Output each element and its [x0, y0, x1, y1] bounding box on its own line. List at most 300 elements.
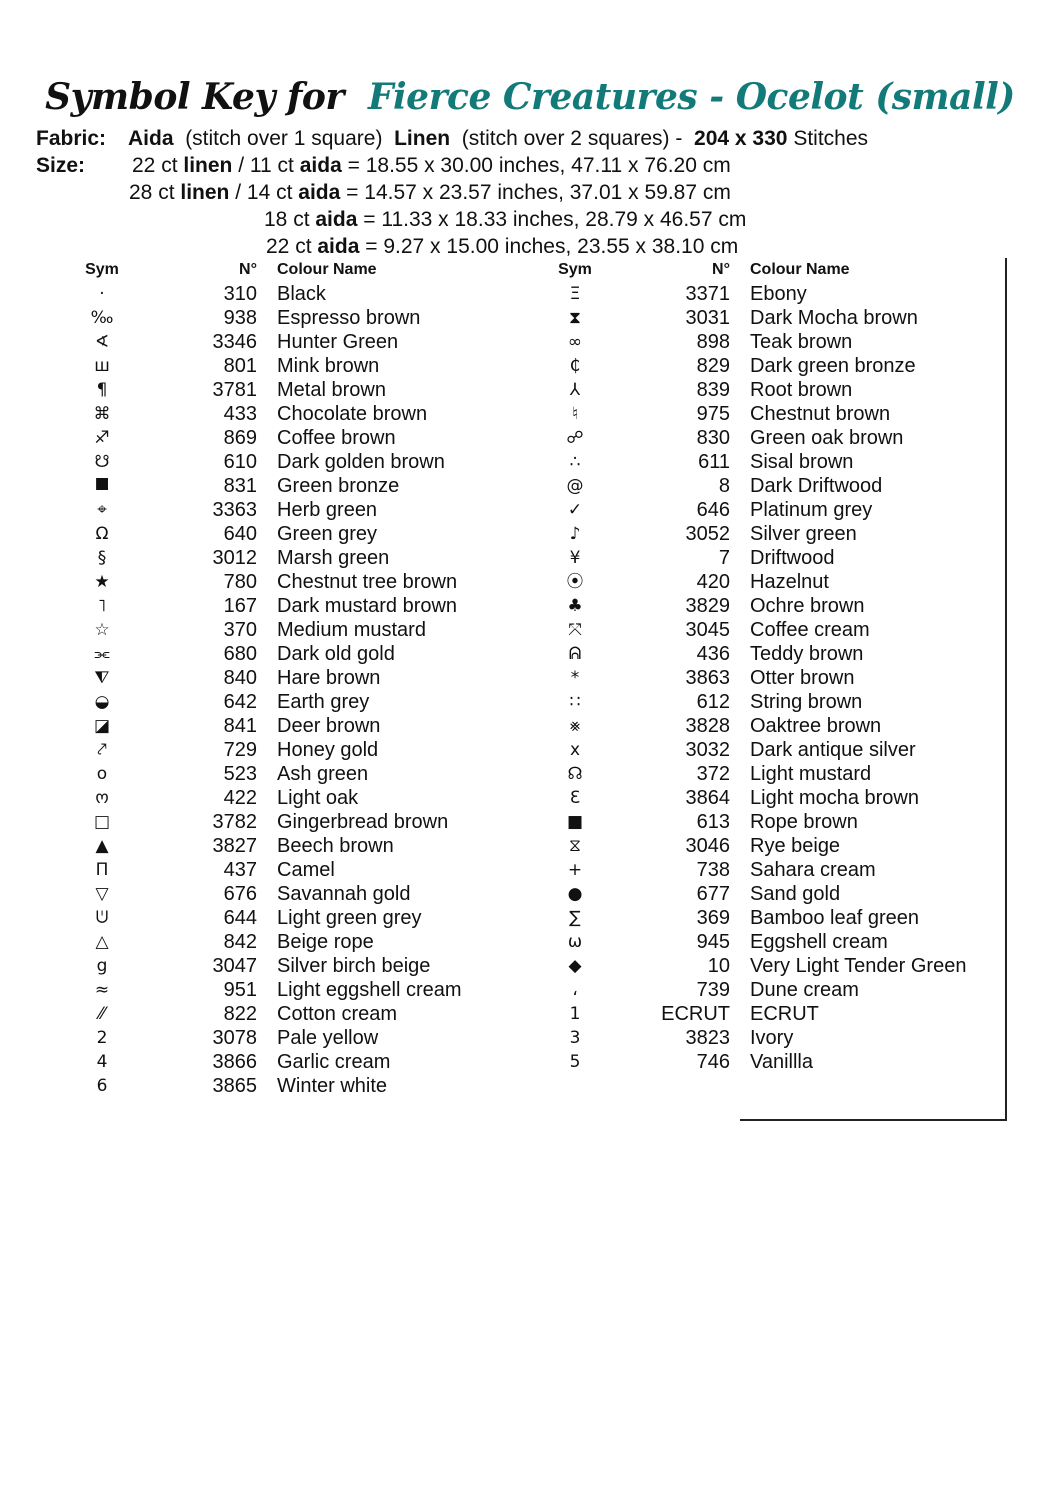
table-row	[555, 1026, 1015, 1050]
colour-name: String brown	[750, 691, 863, 713]
thread-number: 746	[696, 1051, 730, 1073]
symbol-icon: ∑	[569, 908, 581, 928]
table-row	[555, 282, 1015, 306]
colour-name: Sand gold	[750, 883, 841, 905]
thread-number: 822	[223, 1003, 257, 1025]
symbol-icon: ▲	[95, 836, 109, 856]
colour-name: Garlic cream	[277, 1051, 391, 1073]
thread-number: 830	[696, 427, 730, 449]
colour-name: Dark antique silver	[750, 739, 916, 761]
symbol-icon: ◒	[94, 692, 110, 712]
thread-number: 523	[223, 763, 257, 785]
colour-name: Silver green	[750, 523, 857, 545]
symbol-icon: ▽	[95, 884, 109, 904]
colour-name: Deer brown	[277, 715, 381, 737]
symbol-icon: Ω	[95, 524, 109, 544]
thread-number: 680	[223, 643, 257, 665]
table-row	[82, 930, 522, 954]
table-row	[555, 954, 1015, 978]
symbol-icon: ‰	[90, 308, 114, 328]
thread-number: 646	[696, 499, 730, 521]
table-row	[82, 690, 522, 714]
thread-number: 3047	[212, 955, 257, 977]
thread-number: 436	[696, 643, 730, 665]
symbol-icon: x	[569, 740, 581, 760]
thread-number: 839	[696, 379, 730, 401]
table-row	[555, 810, 1015, 834]
colour-name: Rye beige	[750, 835, 841, 857]
symbol-icon: @	[566, 476, 584, 496]
header-name: Colour Name	[750, 261, 850, 278]
colour-name: Dark Driftwood	[750, 475, 883, 497]
table-row	[555, 330, 1015, 354]
colour-name: ECRUT	[750, 1003, 819, 1025]
table-row	[555, 426, 1015, 450]
table-row	[555, 522, 1015, 546]
symbol-icon: ⁄⁄	[99, 1004, 105, 1024]
table-row	[555, 834, 1015, 858]
size-line-4	[266, 233, 738, 260]
thread-number: 898	[696, 331, 730, 353]
colour-name: Driftwood	[750, 547, 835, 569]
table-row	[82, 378, 522, 402]
table-row	[555, 546, 1015, 570]
table-row	[555, 1050, 1015, 1074]
symbol-icon: 5	[569, 1052, 581, 1072]
colour-name: Ash green	[277, 763, 369, 785]
table-row	[82, 906, 522, 930]
fabric-linen-note: (stitch over 2 squares) -	[461, 127, 683, 150]
thread-number: 3781	[212, 379, 257, 401]
symbol-icon: o	[96, 764, 108, 784]
size-label: Size:	[36, 154, 86, 177]
colour-name: Dark Mocha brown	[750, 307, 918, 329]
header-sym: Sym	[85, 261, 119, 278]
table-row	[555, 690, 1015, 714]
table-row	[82, 426, 522, 450]
symbol-icon: ₵	[569, 356, 581, 376]
table-row	[82, 834, 522, 858]
table-row	[555, 978, 1015, 1002]
colour-name: Honey gold	[277, 739, 379, 761]
thread-number: 3363	[212, 499, 257, 521]
size-aida: aida	[317, 235, 360, 258]
colour-name: Herb green	[277, 499, 378, 521]
thread-number: 945	[696, 931, 730, 953]
thread-number: 829	[696, 355, 730, 377]
table-header	[82, 258, 522, 282]
thread-number: 951	[223, 979, 257, 1001]
thread-number: 613	[696, 811, 730, 833]
colour-name: Green oak brown	[750, 427, 904, 449]
table-row	[82, 666, 522, 690]
colour-name: Coffee brown	[277, 427, 396, 449]
pattern-name: Fierce Creatures - Ocelot (small)	[367, 76, 1015, 118]
thread-number: 677	[696, 883, 730, 905]
colour-name: Sahara cream	[750, 859, 876, 881]
colour-name: Pale yellow	[277, 1027, 379, 1049]
table-row	[82, 642, 522, 666]
colour-name: Beige rope	[277, 931, 374, 953]
table-row	[82, 498, 522, 522]
thread-number: 831	[223, 475, 257, 497]
table-row	[82, 786, 522, 810]
colour-name: Black	[277, 283, 326, 305]
colour-name: Light oak	[277, 787, 359, 809]
thread-number: 3829	[685, 595, 730, 617]
fabric-label: Fabric:	[36, 127, 107, 150]
thread-number: 3371	[685, 283, 730, 305]
thread-number: 3078	[212, 1027, 257, 1049]
thread-number: 676	[223, 883, 257, 905]
table-row	[555, 594, 1015, 618]
size-aida-ct: 18 ct	[264, 208, 310, 231]
size-linen: linen	[183, 154, 233, 177]
table-row	[82, 522, 522, 546]
thread-number: 611	[698, 451, 730, 473]
size-dims: = 9.27 x 15.00 inches, 23.55 x 38.10 cm	[365, 235, 739, 258]
table-header	[555, 258, 1015, 282]
table-row	[555, 714, 1015, 738]
table-row	[555, 378, 1015, 402]
header-name: Colour Name	[277, 261, 377, 278]
thread-number: 3782	[212, 811, 257, 833]
colour-name: Coffee cream	[750, 619, 870, 641]
symbol-icon: ·	[99, 284, 105, 304]
symbol-icon: ،	[572, 980, 578, 1000]
colour-name: Savannah gold	[277, 883, 411, 905]
thread-number: 3032	[685, 739, 730, 761]
thread-number: 3827	[212, 835, 257, 857]
symbol-icon: ∷	[569, 692, 581, 712]
colour-name: Chestnut tree brown	[277, 571, 458, 593]
size-sep: /	[238, 154, 245, 177]
thread-number: 3045	[685, 619, 730, 641]
colour-name: Sisal brown	[750, 451, 854, 473]
thread-number: 3046	[685, 835, 730, 857]
symbol-icon: ⧗	[569, 308, 581, 328]
symbol-icon: Π	[95, 860, 109, 880]
header-no: N°	[712, 261, 730, 278]
thread-number: 3866	[212, 1051, 257, 1073]
colour-name: Earth grey	[277, 691, 370, 713]
table-row	[555, 786, 1015, 810]
colour-name: Oaktree brown	[750, 715, 882, 737]
symbol-icon: ⯀	[95, 476, 109, 496]
thread-number: 7	[718, 547, 730, 569]
symbol-icon: ☆	[94, 620, 110, 640]
page-title	[0, 76, 1060, 118]
table-row	[82, 474, 522, 498]
table-row	[82, 282, 522, 306]
fabric-aida-note: (stitch over 1 square)	[185, 127, 383, 150]
colour-name: Hare brown	[277, 667, 381, 689]
table-row	[82, 1002, 522, 1026]
symbol-icon: ⧨	[94, 668, 110, 688]
table-row	[82, 882, 522, 906]
size-aida: aida	[298, 181, 341, 204]
colour-name: Espresso brown	[277, 307, 421, 329]
size-aida-ct: 11 ct	[249, 154, 294, 177]
size-line-3	[264, 206, 746, 233]
table-row	[82, 450, 522, 474]
thread-number: 370	[223, 619, 257, 641]
symbol-icon: ★	[94, 572, 110, 592]
symbol-icon: ♣	[567, 596, 583, 616]
thread-number: 422	[223, 787, 257, 809]
symbol-icon: ⫘	[94, 644, 110, 664]
symbol-icon: Ɛ	[569, 788, 581, 808]
symbol-icon: ∢	[94, 332, 110, 352]
symbol-icon: *	[570, 668, 580, 688]
table-row	[82, 402, 522, 426]
thread-number: 3823	[685, 1027, 730, 1049]
symbol-icon: ♐	[94, 428, 110, 448]
colour-name: Light eggshell cream	[277, 979, 462, 1001]
thread-number: 975	[696, 403, 730, 425]
colour-name: Ochre brown	[750, 595, 865, 617]
table-row	[555, 642, 1015, 666]
symbol-icon: 4	[96, 1052, 108, 1072]
thread-number: 3828	[685, 715, 730, 737]
table-row	[555, 906, 1015, 930]
table-row	[82, 954, 522, 978]
colour-name: Ebony	[750, 283, 807, 305]
thread-number: 729	[223, 739, 257, 761]
symbol-icon: ◪	[93, 716, 111, 736]
symbol-icon: ☍	[566, 428, 584, 448]
colour-name: Dark old gold	[277, 643, 395, 665]
colour-name: Otter brown	[750, 667, 855, 689]
colour-name: Light mocha brown	[750, 787, 919, 809]
thread-number: 610	[223, 451, 257, 473]
symbol-icon: ◆	[568, 956, 582, 976]
symbol-table-left	[82, 258, 522, 1098]
colour-name: Camel	[277, 859, 335, 881]
size-linen: linen	[180, 181, 230, 204]
colour-name: Teddy brown	[750, 643, 864, 665]
thread-number: 3865	[212, 1075, 257, 1097]
table-row	[82, 858, 522, 882]
colour-name: Metal brown	[277, 379, 386, 401]
thread-number: 10	[707, 955, 730, 977]
thread-number: 642	[223, 691, 257, 713]
table-row	[82, 594, 522, 618]
size-linen-ct: 22 ct	[132, 154, 178, 177]
symbol-icon: 3	[569, 1028, 581, 1048]
thread-number: 869	[223, 427, 257, 449]
symbol-icon: ⤤	[97, 740, 107, 760]
symbol-table-right	[555, 258, 1015, 1074]
colour-name: Cotton cream	[277, 1003, 398, 1025]
table-row	[82, 570, 522, 594]
table-row	[82, 330, 522, 354]
thread-number: 801	[223, 355, 257, 377]
thread-number: 738	[696, 859, 730, 881]
size-dims: = 18.55 x 30.00 inches, 47.11 x 76.20 cm	[347, 154, 731, 177]
colour-name: Bamboo leaf green	[750, 907, 920, 929]
thread-number: 3052	[685, 523, 730, 545]
colour-name: Dark golden brown	[277, 451, 445, 473]
fabric-line	[36, 125, 868, 152]
colour-name: Mink brown	[277, 355, 380, 377]
colour-name: Gingerbread brown	[277, 811, 449, 833]
thread-number: 433	[223, 403, 257, 425]
symbol-icon: ☊	[567, 764, 583, 784]
symbol-icon: ☋	[94, 452, 110, 472]
thread-number: 841	[223, 715, 257, 737]
symbol-icon: +	[567, 860, 583, 880]
table-row	[82, 546, 522, 570]
colour-name: Dune cream	[750, 979, 859, 1001]
colour-name: Winter white	[277, 1075, 388, 1097]
colour-name: Beech brown	[277, 835, 394, 857]
table-row	[555, 354, 1015, 378]
table-border-bottom	[740, 1119, 1007, 1121]
thread-number: 938	[223, 307, 257, 329]
symbol-icon: ∞	[567, 332, 583, 352]
size-line-1	[36, 152, 731, 179]
table-row	[82, 1050, 522, 1074]
table-row	[82, 1026, 522, 1050]
table-row	[555, 666, 1015, 690]
symbol-icon: ˥	[97, 596, 107, 616]
colour-name: Medium mustard	[277, 619, 426, 641]
table-row	[82, 810, 522, 834]
colour-name: Hazelnut	[750, 571, 829, 593]
size-aida-ct: 22 ct	[266, 235, 312, 258]
colour-name: Vanillla	[750, 1051, 813, 1073]
symbol-icon: ✓	[567, 500, 583, 520]
table-row	[555, 762, 1015, 786]
size-line-2	[129, 179, 731, 206]
thread-number: 739	[696, 979, 730, 1001]
size-aida: aida	[315, 208, 358, 231]
stitch-count: 204 x 330	[694, 127, 788, 150]
symbol-icon: ⤧	[568, 620, 582, 640]
table-row	[555, 738, 1015, 762]
thread-number: 640	[223, 523, 257, 545]
thread-number: 3031	[685, 307, 730, 329]
colour-name: Silver birch beige	[277, 955, 431, 977]
colour-name: Light green grey	[277, 907, 422, 929]
table-row	[555, 306, 1015, 330]
size-linen-ct: 28 ct	[129, 181, 175, 204]
symbol-icon: ω	[567, 932, 583, 952]
thread-number: 3012	[212, 547, 257, 569]
symbol-icon: g	[96, 956, 108, 976]
table-row	[82, 1074, 522, 1098]
colour-name: Teak brown	[750, 331, 853, 353]
thread-number: 372	[696, 763, 730, 785]
thread-number: 3346	[212, 331, 257, 353]
size-dims: = 11.33 x 18.33 inches, 28.79 x 46.57 cm	[357, 208, 747, 231]
fabric-aida: Aida	[128, 127, 174, 150]
header-no: N°	[239, 261, 257, 278]
table-row	[555, 498, 1015, 522]
symbol-icon: ¶	[96, 380, 108, 400]
symbol-icon: ∴	[569, 452, 581, 472]
symbol-icon: ⦿	[566, 572, 584, 592]
symbol-icon: □	[93, 812, 111, 832]
symbol-icon: ⌘	[93, 404, 111, 424]
symbol-icon: ⅄	[569, 380, 581, 400]
colour-name: Chocolate brown	[277, 403, 428, 425]
size-sep: /	[235, 181, 242, 204]
symbol-icon: ⨳	[569, 716, 581, 736]
thread-number: 8	[718, 475, 730, 497]
table-row	[555, 882, 1015, 906]
thread-number: 612	[696, 691, 730, 713]
symbol-icon: ⧖	[569, 836, 581, 856]
colour-name: Root brown	[750, 379, 853, 401]
colour-name: Marsh green	[277, 547, 390, 569]
symbol-icon: ¥	[569, 548, 581, 568]
thread-number: 437	[223, 859, 257, 881]
colour-name: Very Light Tender Green	[750, 955, 967, 977]
symbol-icon: ●	[567, 884, 583, 904]
symbol-icon: ო	[95, 788, 109, 808]
table-row	[82, 354, 522, 378]
colour-name: Chestnut brown	[750, 403, 891, 425]
table-row	[555, 1002, 1015, 1026]
size-aida-ct: 14 ct	[246, 181, 293, 204]
thread-number: ECRUT	[661, 1003, 730, 1025]
colour-name: Ivory	[750, 1027, 794, 1049]
symbol-icon: 2	[96, 1028, 108, 1048]
size-aida: aida	[299, 154, 342, 177]
colour-name: Green grey	[277, 523, 378, 545]
table-row	[555, 930, 1015, 954]
table-row	[555, 474, 1015, 498]
colour-name: Platinum grey	[750, 499, 873, 521]
thread-number: 644	[223, 907, 257, 929]
thread-number: 3864	[685, 787, 730, 809]
table-row	[555, 402, 1015, 426]
header-sym: Sym	[558, 261, 592, 278]
thread-number: 167	[223, 595, 257, 617]
table-row	[555, 450, 1015, 474]
thread-number: 780	[223, 571, 257, 593]
symbol-icon: ≈	[94, 980, 110, 1000]
table-row	[555, 858, 1015, 882]
symbol-icon: ■	[566, 812, 584, 832]
table-row	[82, 738, 522, 762]
symbol-icon: ⌖	[97, 500, 107, 520]
colour-name: Dark mustard brown	[277, 595, 458, 617]
thread-number: 842	[223, 931, 257, 953]
colour-name: Light mustard	[750, 763, 872, 785]
colour-name: Hunter Green	[277, 331, 399, 353]
symbol-icon: ♮	[571, 404, 579, 424]
table-row	[82, 714, 522, 738]
symbol-icon: △	[95, 932, 109, 952]
thread-number: 310	[223, 283, 257, 305]
table-row	[82, 306, 522, 330]
colour-name: Rope brown	[750, 811, 858, 833]
table-row	[555, 570, 1015, 594]
symbol-icon: ᕫ	[95, 908, 109, 928]
symbol-icon: 1	[569, 1004, 581, 1024]
symbol-icon: §	[97, 548, 107, 568]
size-dims: = 14.57 x 23.57 inches, 37.01 x 59.87 cm	[346, 181, 731, 204]
thread-number: 369	[696, 907, 730, 929]
symbol-icon: ᕱ	[568, 644, 582, 664]
symbol-icon: Ξ	[569, 284, 581, 304]
thread-number: 840	[223, 667, 257, 689]
thread-number: 3863	[685, 667, 730, 689]
thread-number: 420	[696, 571, 730, 593]
